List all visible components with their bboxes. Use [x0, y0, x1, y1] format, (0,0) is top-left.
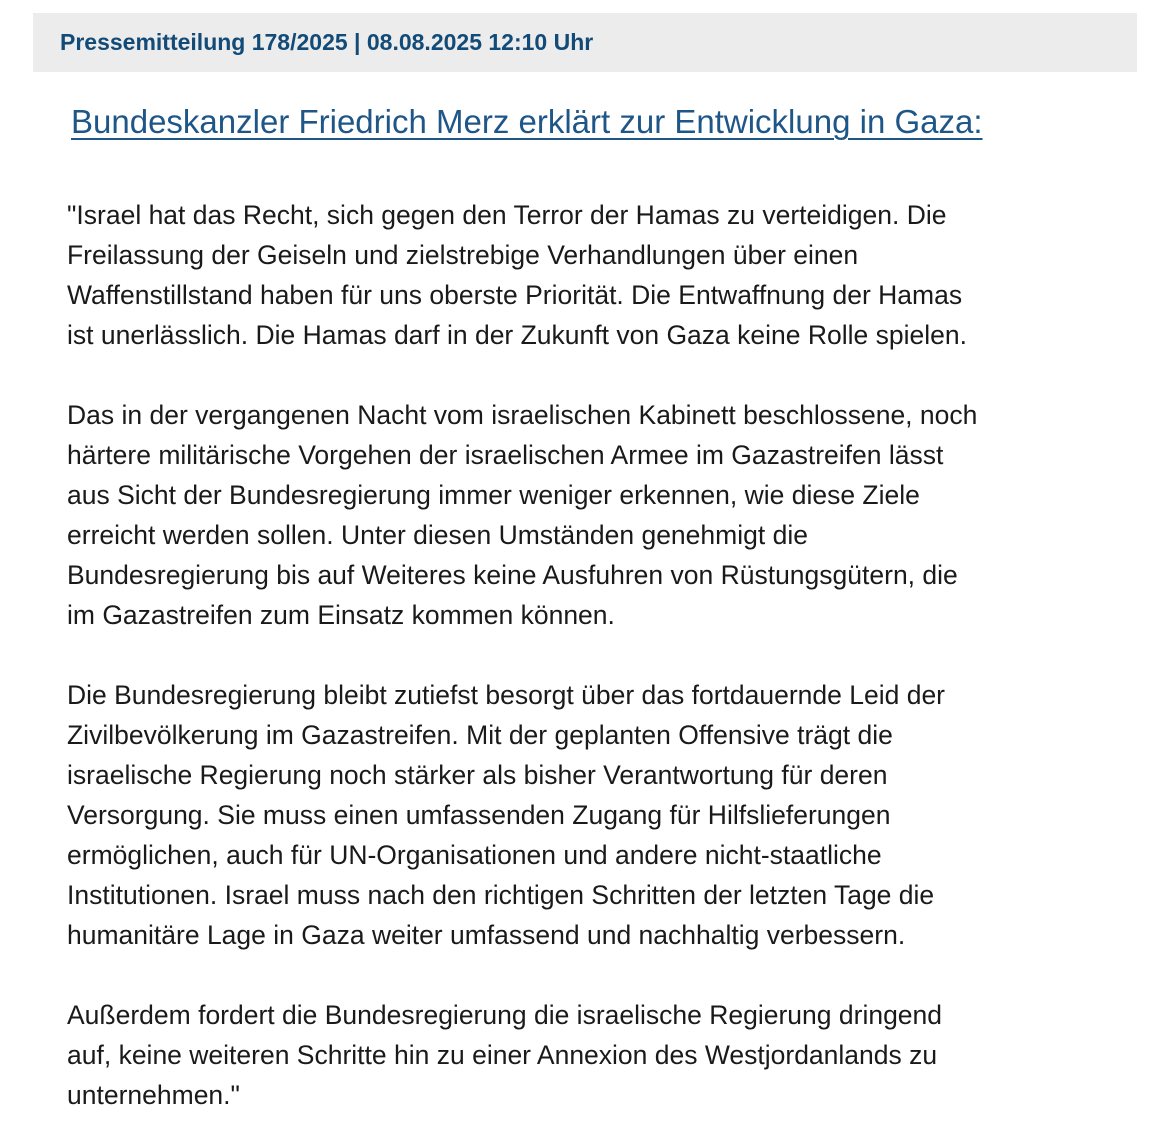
paragraph-line: Waffenstillstand haben für uns oberste Priorität. Die Entwaffnung der Hamas — [67, 280, 963, 310]
paragraph-line: auf, keine weiteren Schritte hin zu einer Annexion des Westjordanlands zu — [67, 1040, 938, 1070]
press-release-header — [33, 13, 1137, 72]
paragraph-line: "Israel hat das Recht, sich gegen den Terror der Hamas zu verteidigen. Die — [67, 200, 947, 230]
paragraph-4 — [67, 995, 1147, 1115]
paragraph-line: erreicht werden sollen. Unter diesen Umständen genehmigt die — [67, 520, 808, 550]
statement-body — [67, 195, 1147, 1115]
paragraph-line: ermöglichen, auch für UN-Organisationen und andere nicht-staatliche — [67, 840, 882, 870]
paragraph-line: Bundesregierung bis auf Weiteres keine Ausfuhren von Rüstungsgütern, die — [67, 560, 958, 590]
paragraph-line: Die Bundesregierung bleibt zutiefst besorgt über das fortdauernde Leid der — [67, 680, 946, 710]
paragraph-line: härtere militärische Vorgehen der israelischen Armee im Gazastreifen lässt — [67, 440, 944, 470]
paragraph-line: aus Sicht der Bundesregierung immer weniger erkennen, wie diese Ziele — [67, 480, 920, 510]
paragraph-line: Außerdem fordert die Bundesregierung die israelische Regierung dringend — [67, 1000, 943, 1030]
paragraph-line: ist unerlässlich. Die Hamas darf in der Zukunft von Gaza keine Rolle spielen. — [67, 320, 967, 350]
paragraph-line: unternehmen." — [67, 1080, 240, 1110]
headline-link[interactable]: Bundeskanzler Friedrich Merz erklärt zur Entwicklung in Gaza: — [71, 103, 983, 140]
paragraph-line: humanitäre Lage in Gaza weiter umfassend und nachhaltig verbessern. — [67, 920, 906, 950]
press-release-label: Pressemitteilung 178/2025 | 08.08.2025 12:10 Uhr — [60, 29, 594, 55]
paragraph-line: Freilassung der Geiseln und zielstrebige Verhandlungen über einen — [67, 240, 859, 270]
paragraph-3 — [67, 675, 1147, 955]
paragraph-line: Versorgung. Sie muss einen umfassenden Zugang für Hilfslieferungen — [67, 800, 891, 830]
paragraph-line: Das in der vergangenen Nacht vom israelischen Kabinett beschlossene, noch — [67, 400, 978, 430]
paragraph-line: Zivilbevölkerung im Gazastreifen. Mit der geplanten Offensive trägt die — [67, 720, 893, 750]
paragraph-line: Institutionen. Israel muss nach den richtigen Schritten der letzten Tage die — [67, 880, 935, 910]
paragraph-2 — [67, 395, 1147, 635]
paragraph-line: israelische Regierung noch stärker als bisher Verantwortung für deren — [67, 760, 888, 790]
paragraph-1 — [67, 195, 1147, 355]
paragraph-line: im Gazastreifen zum Einsatz kommen können. — [67, 600, 615, 630]
